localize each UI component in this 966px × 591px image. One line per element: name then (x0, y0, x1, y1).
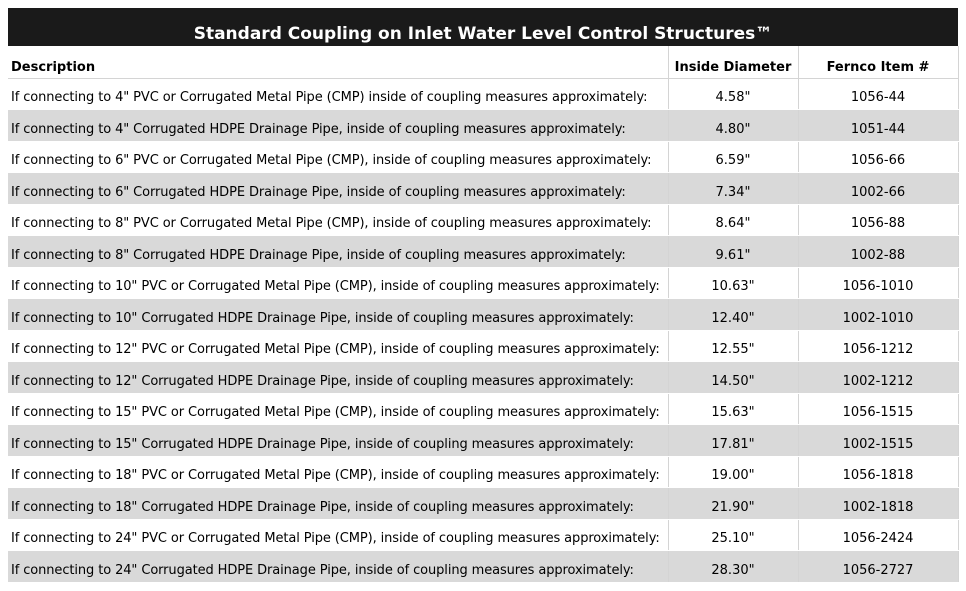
coupling-table (8, 46, 959, 583)
table-row (8, 141, 958, 173)
fernco-item-cell: 1002-1818 (798, 488, 958, 520)
table-row (8, 362, 958, 394)
table-row (8, 110, 958, 142)
table-row (8, 267, 958, 299)
fernco-item-cell: 1056-88 (798, 204, 958, 236)
fernco-item-cell: 1056-2424 (798, 519, 958, 551)
table-row (8, 173, 958, 205)
inside-diameter-cell: 14.50" (668, 362, 798, 394)
description-cell: If connecting to 6" PVC or Corrugated Metal Pipe (CMP), inside of coupling measures approximately: (8, 141, 668, 173)
inside-diameter-cell: 21.90" (668, 488, 798, 520)
description-cell: If connecting to 18" PVC or Corrugated Metal Pipe (CMP), inside of coupling measures approximately: (8, 456, 668, 488)
inside-diameter-cell: 9.61" (668, 236, 798, 268)
description-cell: If connecting to 4" PVC or Corrugated Metal Pipe (CMP) inside of coupling measures approximately: (8, 78, 668, 110)
fernco-item-cell: 1056-1010 (798, 267, 958, 299)
inside-diameter-cell: 4.58" (668, 78, 798, 110)
description-cell: If connecting to 24" PVC or Corrugated Metal Pipe (CMP), inside of coupling measures approximately: (8, 519, 668, 551)
fernco-item-cell: 1002-66 (798, 173, 958, 205)
inside-diameter-cell: 6.59" (668, 141, 798, 173)
fernco-item-cell: 1002-1212 (798, 362, 958, 394)
description-cell: If connecting to 4" Corrugated HDPE Drainage Pipe, inside of coupling measures approximately: (8, 110, 668, 142)
fernco-item-cell: 1056-2727 (798, 551, 958, 583)
inside-diameter-cell: 10.63" (668, 267, 798, 299)
inside-diameter-cell: 12.55" (668, 330, 798, 362)
fernco-item-cell: 1051-44 (798, 110, 958, 142)
coupling-spec-sheet (8, 8, 958, 583)
fernco-item-cell: 1056-1212 (798, 330, 958, 362)
inside-diameter-cell: 28.30" (668, 551, 798, 583)
table-row (8, 330, 958, 362)
description-cell: If connecting to 15" PVC or Corrugated Metal Pipe (CMP), inside of coupling measures approximately: (8, 393, 668, 425)
inside-diameter-cell: 17.81" (668, 425, 798, 457)
table-row (8, 204, 958, 236)
table-title: Standard Coupling on Inlet Water Level Control Structures™ (8, 8, 958, 46)
inside-diameter-cell: 19.00" (668, 456, 798, 488)
table-row (8, 519, 958, 551)
description-cell: If connecting to 6" Corrugated HDPE Drainage Pipe, inside of coupling measures approximately: (8, 173, 668, 205)
table-row (8, 425, 958, 457)
description-cell: If connecting to 8" PVC or Corrugated Metal Pipe (CMP), inside of coupling measures approximately: (8, 204, 668, 236)
fernco-item-cell: 1056-66 (798, 141, 958, 173)
table-row (8, 456, 958, 488)
description-cell: If connecting to 12" PVC or Corrugated Metal Pipe (CMP), inside of coupling measures approximately: (8, 330, 668, 362)
description-cell: If connecting to 24" Corrugated HDPE Drainage Pipe, inside of coupling measures approximately: (8, 551, 668, 583)
fernco-item-cell: 1056-1818 (798, 456, 958, 488)
description-cell: If connecting to 12" Corrugated HDPE Drainage Pipe, inside of coupling measures approximately: (8, 362, 668, 394)
description-cell: If connecting to 8" Corrugated HDPE Drainage Pipe, inside of coupling measures approximately: (8, 236, 668, 268)
inside-diameter-cell: 8.64" (668, 204, 798, 236)
table-row (8, 551, 958, 583)
inside-diameter-cell: 15.63" (668, 393, 798, 425)
inside-diameter-cell: 7.34" (668, 173, 798, 205)
fernco-item-cell: 1002-1010 (798, 299, 958, 331)
inside-diameter-cell: 25.10" (668, 519, 798, 551)
table-row (8, 393, 958, 425)
fernco-item-cell: 1056-44 (798, 78, 958, 110)
table-row (8, 78, 958, 110)
column-header-description: Description (8, 46, 668, 78)
table-row (8, 488, 958, 520)
fernco-item-cell: 1002-88 (798, 236, 958, 268)
table-row (8, 236, 958, 268)
table-row (8, 299, 958, 331)
column-header-fernco-item: Fernco Item # (798, 46, 958, 78)
column-header-inside-diameter: Inside Diameter (668, 46, 798, 78)
inside-diameter-cell: 12.40" (668, 299, 798, 331)
fernco-item-cell: 1056-1515 (798, 393, 958, 425)
table-body (8, 78, 958, 582)
description-cell: If connecting to 10" Corrugated HDPE Drainage Pipe, inside of coupling measures approximately: (8, 299, 668, 331)
inside-diameter-cell: 4.80" (668, 110, 798, 142)
header-row (8, 46, 958, 78)
description-cell: If connecting to 10" PVC or Corrugated Metal Pipe (CMP), inside of coupling measures approximately: (8, 267, 668, 299)
description-cell: If connecting to 18" Corrugated HDPE Drainage Pipe, inside of coupling measures approximately: (8, 488, 668, 520)
description-cell: If connecting to 15" Corrugated HDPE Drainage Pipe, inside of coupling measures approximately: (8, 425, 668, 457)
fernco-item-cell: 1002-1515 (798, 425, 958, 457)
